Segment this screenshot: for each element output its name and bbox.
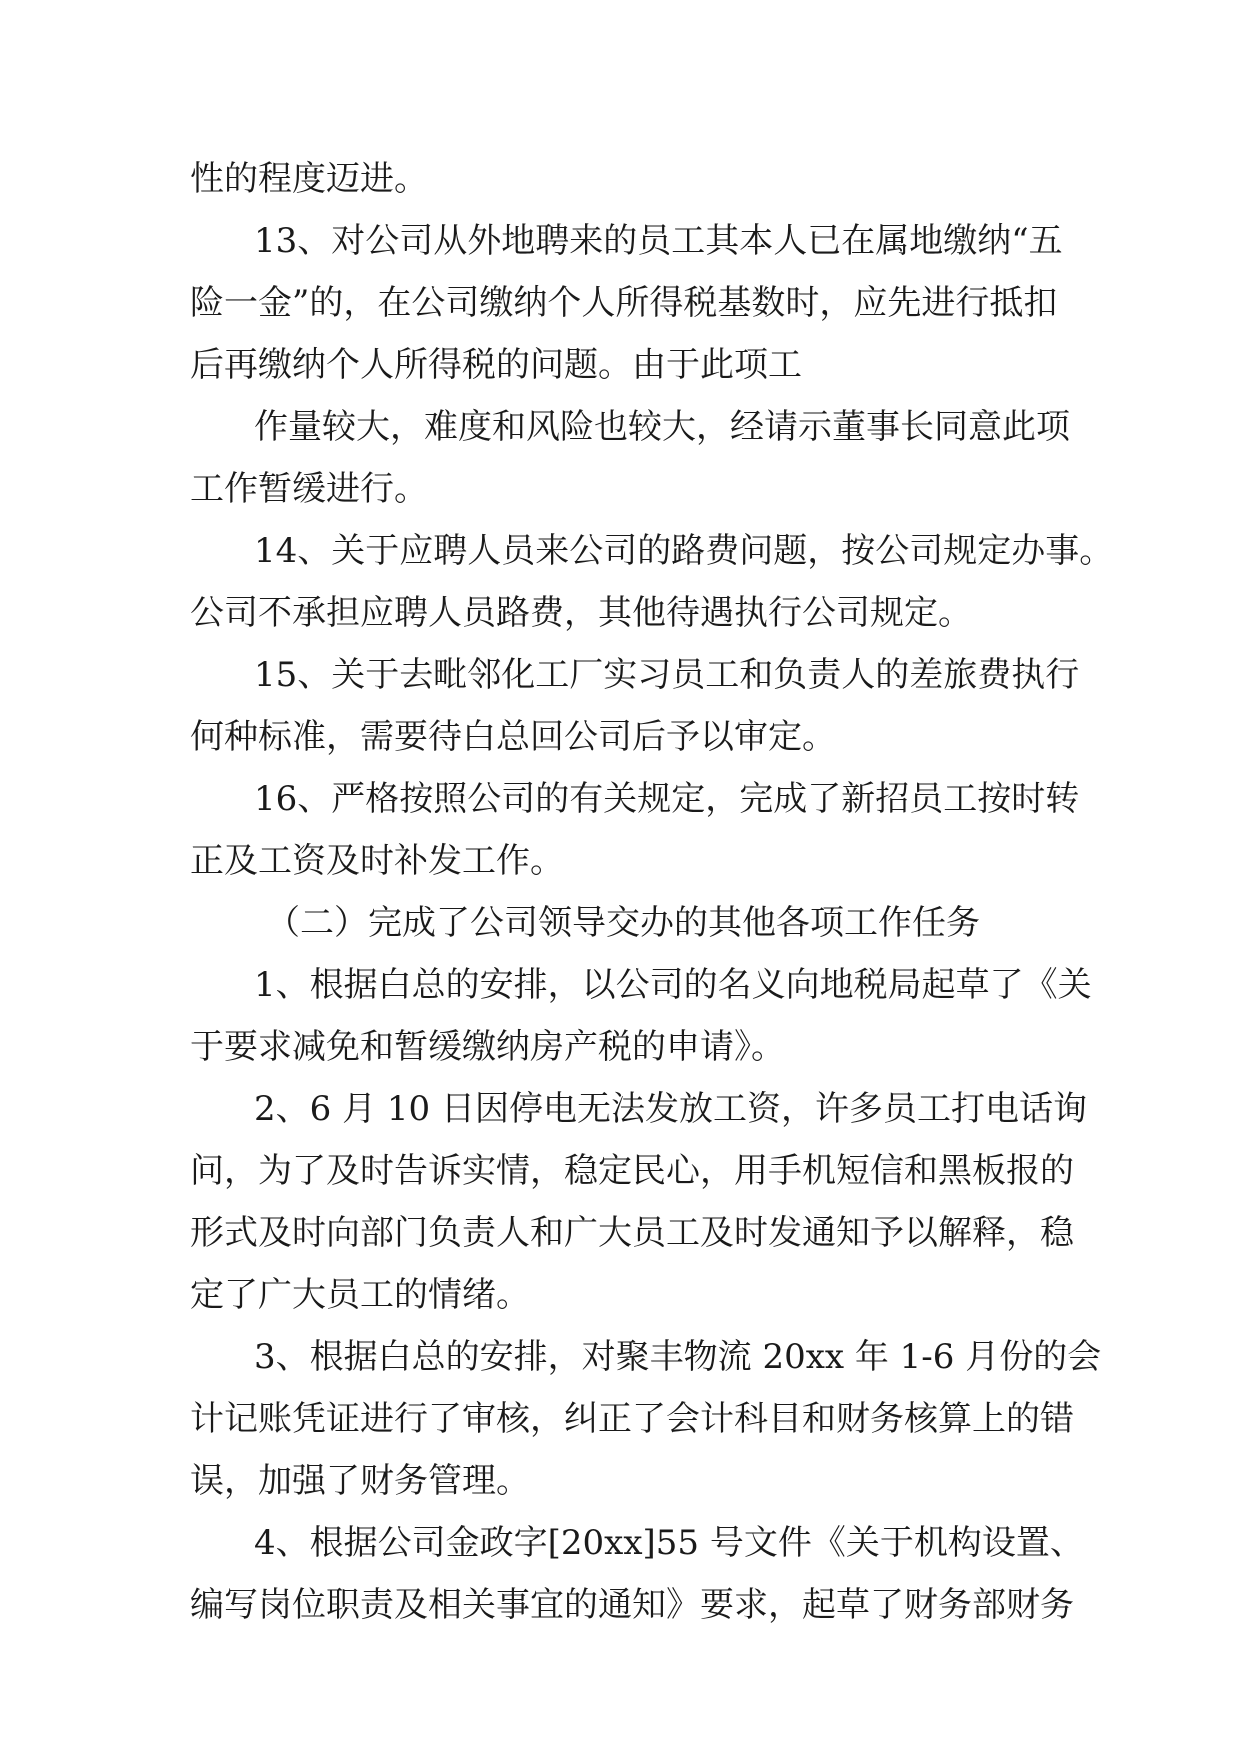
text-line: 公司不承担应聘人员路费，其他待遇执行公司规定。: [190, 593, 972, 633]
text-line: 工作暂缓进行。: [190, 469, 428, 509]
text-line: 15、关于去毗邻化工厂实习员工和负责人的差旅费执行: [254, 655, 1080, 695]
text-line: 后再缴纳个人所得税的问题。由于此项工: [190, 345, 802, 385]
document-page: [190, 148, 1114, 1636]
text-line: 问，为了及时告诉实情，稳定民心，用手机短信和黑板报的: [190, 1151, 1074, 1191]
text-line: 14、关于应聘人员来公司的路费问题，按公司规定办事。: [254, 531, 1114, 571]
text-line: 定了广大员工的情绪。: [190, 1275, 530, 1315]
text-line: 编写岗位职责及相关事宜的通知》要求，起草了财务部财务: [190, 1585, 1074, 1625]
text-line: 性的程度迈进。: [190, 159, 428, 199]
text-line: 作量较大，难度和风险也较大，经请示董事长同意此项: [254, 407, 1070, 447]
section-heading: （二）完成了公司领导交办的其他各项工作任务: [266, 903, 980, 943]
text-line: 3、根据白总的安排，对聚丰物流 20xx 年 1-6 月份的会: [254, 1337, 1102, 1377]
text-line: 2、6 月 10 日因停电无法发放工资，许多员工打电话询: [254, 1089, 1087, 1129]
text-line: 险一金”的，在公司缴纳个人所得税基数时，应先进行抵扣: [190, 283, 1058, 323]
text-line: 计记账凭证进行了审核，纠正了会计科目和财务核算上的错: [190, 1399, 1074, 1439]
text-line: 何种标准，需要待白总回公司后予以审定。: [190, 717, 836, 757]
text-line: 形式及时向部门负责人和广大员工及时发通知予以解释，稳: [190, 1213, 1074, 1253]
text-line: 16、严格按照公司的有关规定，完成了新招员工按时转: [254, 779, 1080, 819]
text-line: 1、根据白总的安排，以公司的名义向地税局起草了《关: [254, 965, 1092, 1005]
text-line: 4、根据公司金政字[20xx]55 号文件《关于机构设置、: [254, 1523, 1084, 1563]
text-line: 于要求减免和暂缓缴纳房产税的申请》。: [190, 1027, 785, 1067]
text-line: 误，加强了财务管理。: [190, 1461, 530, 1501]
text-line: 13、对公司从外地聘来的员工其本人已在属地缴纳“五: [254, 221, 1063, 261]
text-line: 正及工资及时补发工作。: [190, 841, 564, 881]
